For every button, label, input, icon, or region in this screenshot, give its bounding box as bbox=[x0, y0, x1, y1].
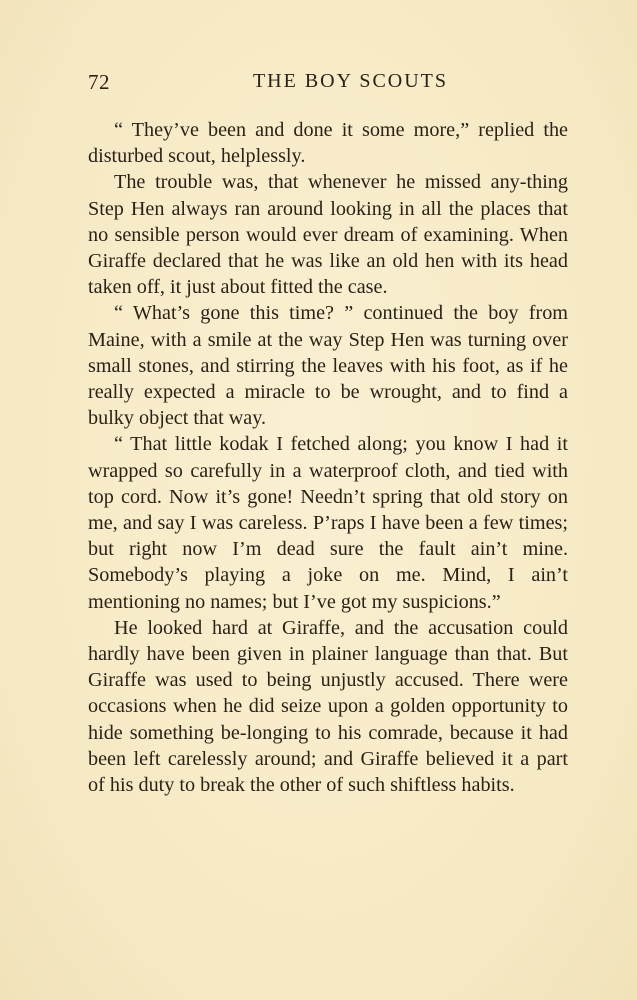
paragraph: “ They’ve been and done it some more,” replied the disturbed scout, helplessly. bbox=[88, 119, 568, 168]
paragraph: The trouble was, that whenever he missed any-thing Step Hen always ran around looking in all the places that no sensible person would ever dream of examining. When Giraffe declared that he was like an old hen with its head taken off, it just about fitted the case. bbox=[88, 171, 568, 299]
paragraph: He looked hard at Giraffe, and the accusation could hardly have been given in plainer language than that. But Giraffe was used to being unjustly accused. There were occasions when he did seize upon a golden opportunity to hide something be-longing to his comrade, because it had been left carelessly around; and Giraffe believed it a part of his duty to break the other of such shiftless habits. bbox=[88, 616, 568, 797]
paragraph: “ That little kodak I fetched along; you know I had it wrapped so carefully in a waterproof cloth, and tied with top cord. Now it’s gone! Needn’t spring that old story on me, and say I was careless. P’raps I have been a few times; but right now I’m dead sure the fault ain’t mine. Somebody’s playing a joke on me. Mind, I ain’t mentioning no names; but I’ve got my suspicions.” bbox=[88, 433, 568, 613]
body-text bbox=[88, 117, 568, 798]
paragraph: “ What’s gone this time? ” continued the boy from Maine, with a smile at the way Step Hen was turning over small stones, and stirring the leaves with his foot, as if he really expected a miracle to be wrought, and to find a bulky object that way. bbox=[88, 302, 568, 430]
page-header bbox=[88, 70, 568, 100]
page-number: 72 bbox=[88, 70, 110, 94]
running-head: THE BOY SCOUTS bbox=[252, 70, 449, 92]
